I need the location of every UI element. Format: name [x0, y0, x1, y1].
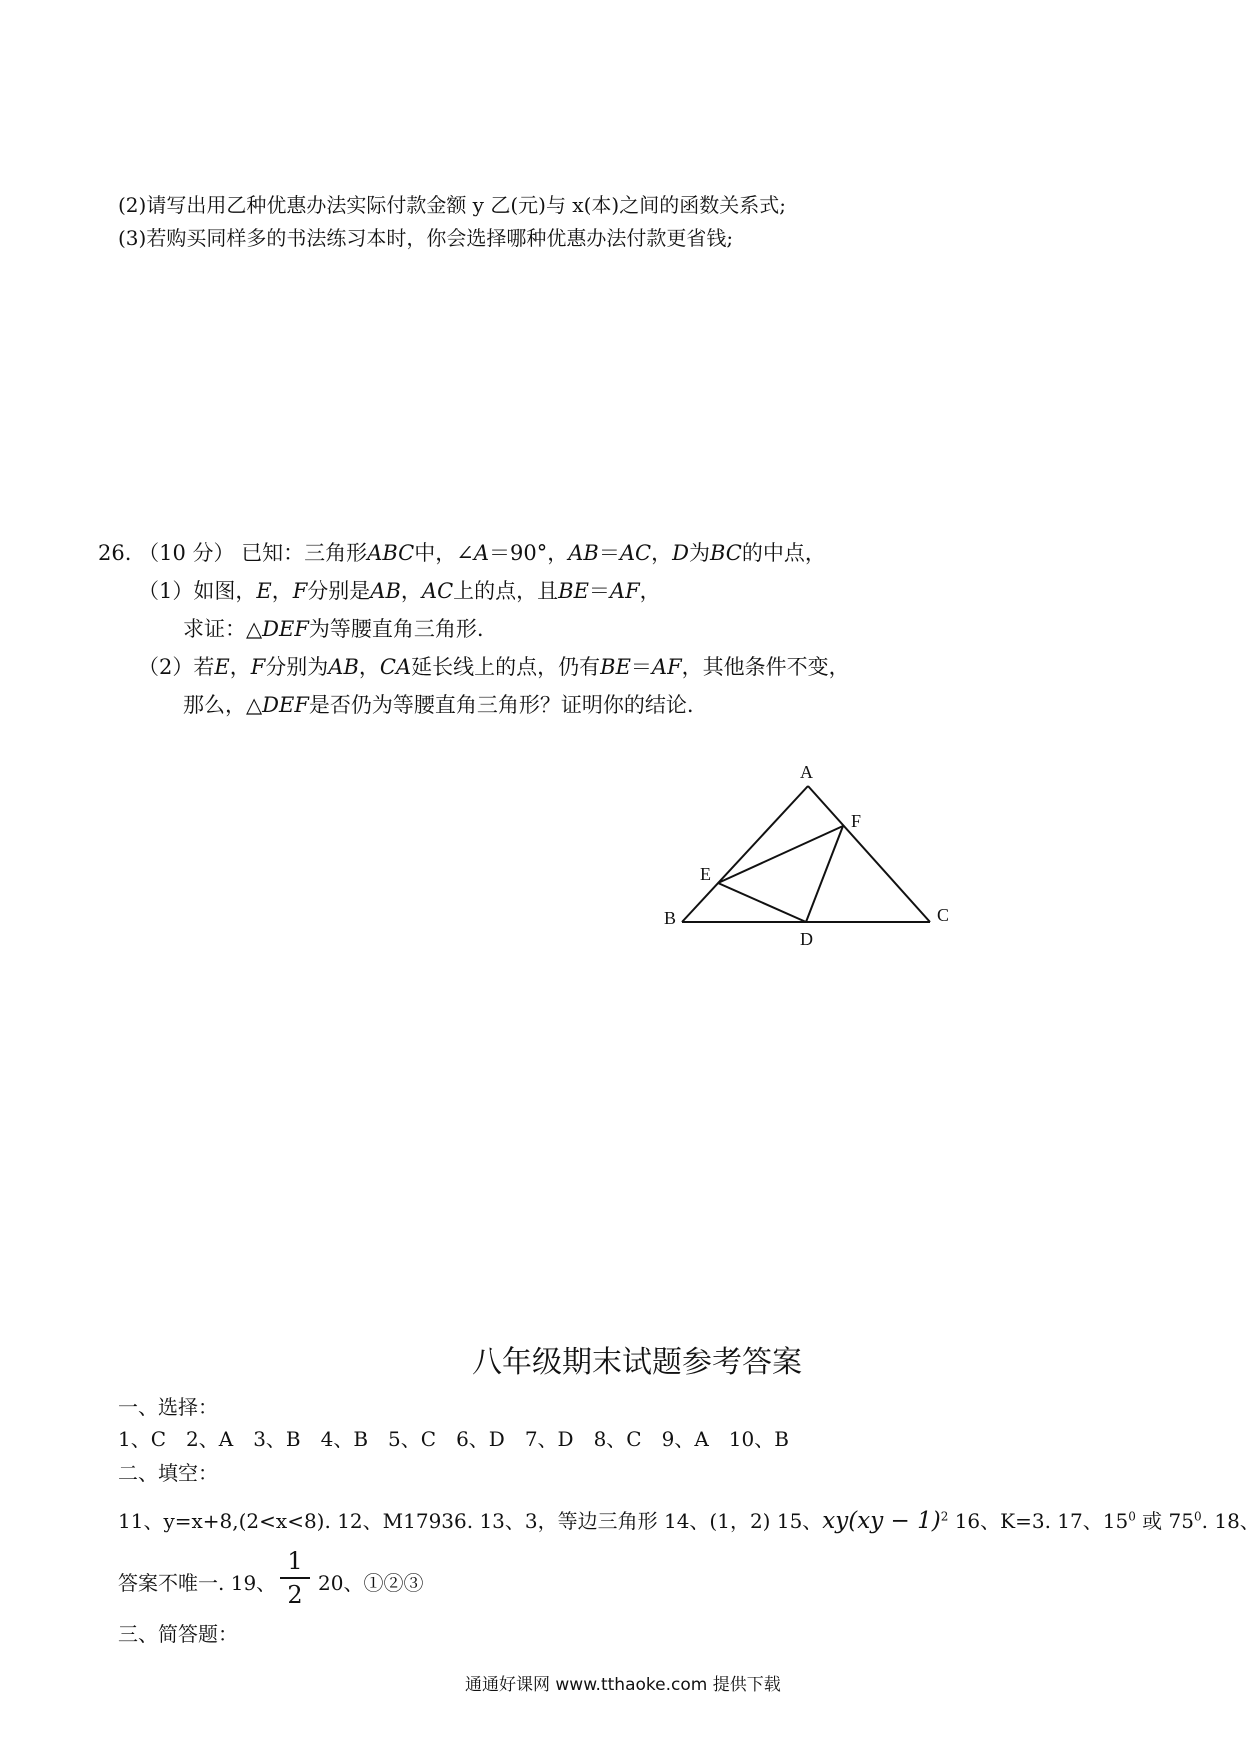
- text: 或 75: [1135, 1509, 1194, 1533]
- section-3-heading: 三、简答题：: [118, 1622, 238, 1646]
- intro-text: ＝: [598, 541, 620, 565]
- part-label: （1）如图，: [138, 579, 257, 603]
- text: 11、y=x+8,(2<x<8). 12、M17936. 13、3，等边三角形 14、(1，2) 15、: [118, 1509, 823, 1533]
- part-1-condition: [138, 579, 661, 604]
- text: ，其他条件不变，: [681, 655, 850, 679]
- part-1-prove: [183, 617, 484, 642]
- point-e: E: [256, 579, 272, 603]
- part-2-condition: [138, 655, 850, 680]
- text: ＝: [588, 579, 610, 603]
- point-e: E: [214, 655, 230, 679]
- text: 为等腰直角三角形.: [308, 617, 484, 641]
- text: 求证：△: [183, 617, 263, 641]
- segment-af: AF: [609, 579, 640, 603]
- label-f: F: [851, 811, 862, 831]
- text: 分别为: [265, 655, 329, 679]
- segment-ca: CA: [379, 655, 412, 679]
- intro-text: ＝90°，: [489, 541, 569, 565]
- triangle-figure: [640, 760, 970, 950]
- question-3: (3)若购买同样多的书法练习本时，你会选择哪种优惠办法付款更省钱;: [118, 226, 734, 250]
- label-b: B: [664, 908, 677, 928]
- intro-text: 中，∠: [414, 541, 474, 565]
- text: ，: [358, 655, 380, 679]
- label-d: D: [800, 929, 813, 949]
- fraction-bar: [280, 1577, 310, 1579]
- point-f: F: [292, 579, 308, 603]
- section-1-heading: 一、选择：: [118, 1395, 218, 1419]
- segment-af: AF: [651, 655, 682, 679]
- segment-ab: AB: [370, 579, 401, 603]
- label-e: E: [700, 864, 711, 884]
- part-label: （2）若: [138, 655, 215, 679]
- fraction-numerator: 1: [287, 1547, 303, 1575]
- text: 是否仍为等腰直角三角形？证明你的结论.: [308, 693, 694, 717]
- triangle-def: DEF: [262, 617, 309, 641]
- point-d: D: [672, 541, 689, 565]
- segment-ab: AB: [568, 541, 599, 565]
- text: 上的点，且: [453, 579, 559, 603]
- segment-ac-line: [808, 786, 930, 922]
- text: ，: [229, 655, 251, 679]
- segment-ab-line: [682, 786, 808, 922]
- fill-answers-line-2a: 答案不唯一. 19、: [118, 1571, 277, 1595]
- intro-text: 已知：三角形: [241, 541, 368, 565]
- intro-text: ，: [651, 541, 673, 565]
- degree-mark: 0: [1128, 1509, 1136, 1524]
- problem-number: 26.: [98, 541, 132, 565]
- segment-ed-line: [718, 883, 806, 922]
- angle-a: A: [473, 541, 490, 565]
- segment-be: BE: [600, 655, 631, 679]
- text: ，: [639, 579, 661, 603]
- intro-text: 的中点，: [741, 541, 826, 565]
- segment-be: BE: [558, 579, 589, 603]
- part-2-question: [183, 693, 694, 718]
- segment-ac: AC: [619, 541, 652, 565]
- section-1-answers: 1、C 2、A 3、B 4、B 5、C 6、D 7、D 8、C 9、A 10、B: [118, 1427, 789, 1451]
- segment-ac: AC: [421, 579, 454, 603]
- text: ，: [271, 579, 293, 603]
- text: 延长线上的点，仍有: [411, 655, 601, 679]
- text: ＝: [630, 655, 652, 679]
- segment-bc: BC: [709, 541, 742, 565]
- text: . 18、: [1201, 1509, 1260, 1533]
- degree-mark: 0: [1194, 1509, 1202, 1524]
- fraction-denominator: 2: [287, 1581, 303, 1609]
- text: 分别是: [307, 579, 371, 603]
- point-f: F: [250, 655, 266, 679]
- fill-answers-line-1: [118, 1508, 1260, 1536]
- problem-26-intro: [98, 541, 826, 566]
- exponent: 2: [940, 1509, 949, 1524]
- text: ，: [400, 579, 422, 603]
- problem-score: （10 分）: [138, 541, 235, 565]
- answers-title: 八年级期末试题参考答案: [472, 1345, 802, 1380]
- footer-source: 通通好课网 www.tthaoke.com 提供下载: [465, 1675, 781, 1695]
- question-2: (2)请写出用乙种优惠办法实际付款金额 y 乙(元)与 x(本)之间的函数关系式;: [118, 193, 786, 217]
- label-c: C: [937, 905, 950, 925]
- label-a: A: [800, 762, 813, 782]
- segment-ab: AB: [328, 655, 359, 679]
- triangle-def: DEF: [262, 693, 309, 717]
- text: 那么，△: [183, 693, 263, 717]
- section-2-heading: 二、填空：: [118, 1461, 218, 1485]
- text: 16、K=3. 17、15: [948, 1509, 1129, 1533]
- fill-answers-line-2b: 20、①②③: [318, 1571, 424, 1595]
- intro-text: 为: [688, 541, 710, 565]
- expression: xy(xy − 1): [822, 1508, 941, 1534]
- fraction-one-half: [280, 1547, 310, 1609]
- triangle-abc: ABC: [367, 541, 415, 565]
